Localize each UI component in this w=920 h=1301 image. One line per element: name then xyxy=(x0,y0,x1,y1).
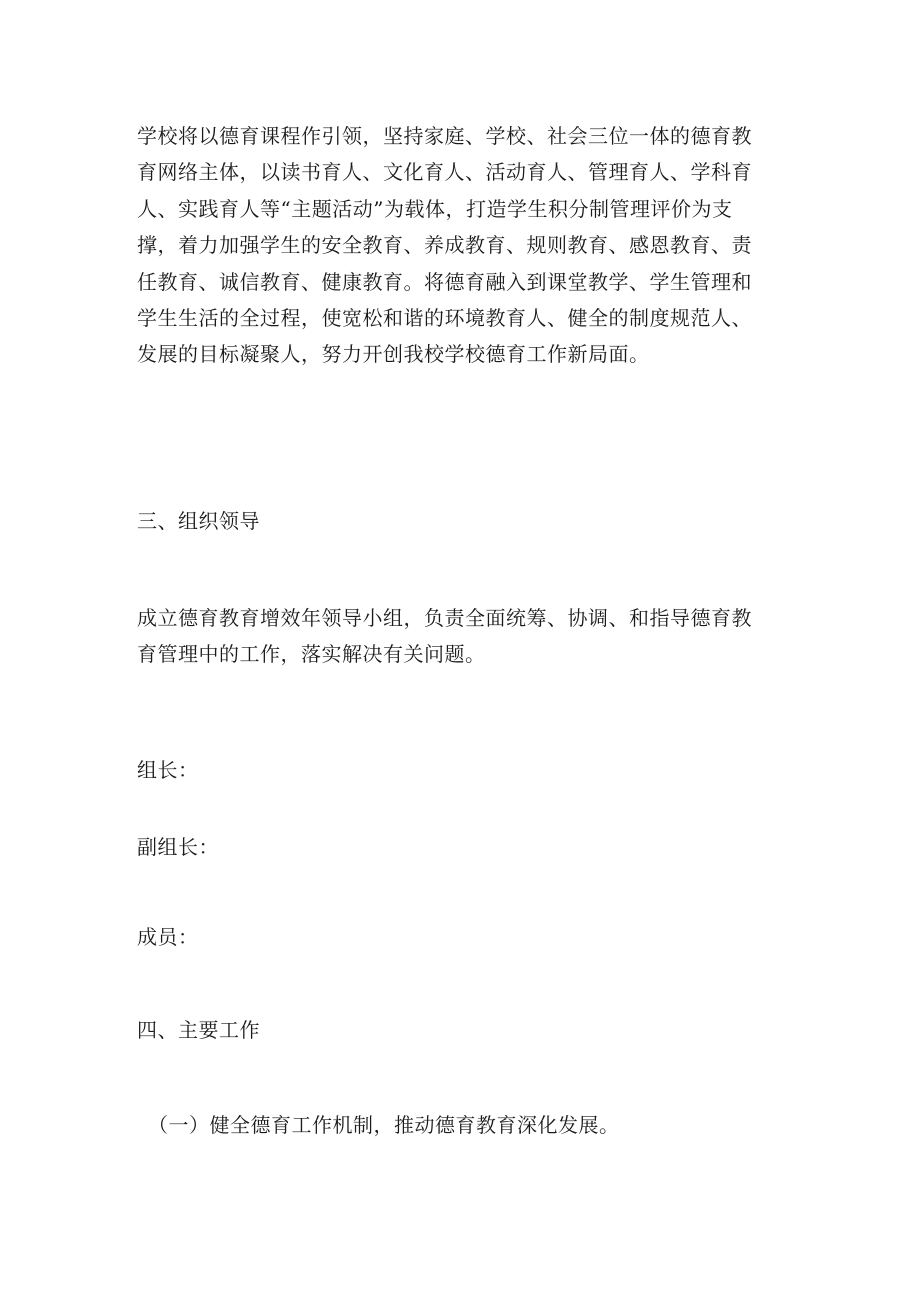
paragraph-line: 学校将以德育课程作引领，坚持家庭、学校、社会三位一体的德育教 xyxy=(137,124,752,148)
subsection-heading: （一）健全德育工作机制，推动德育教育深化发展。 xyxy=(148,1113,620,1137)
members-field xyxy=(137,919,787,955)
paragraph-line: 任教育、诚信教育、健康教育。将德育融入到课堂教学、学生管理和 xyxy=(137,269,752,294)
deputy-leader-label: 副组长： xyxy=(137,835,219,859)
subsection-heading-mechanism xyxy=(148,1107,788,1143)
leader-field xyxy=(137,752,787,788)
paragraph-line: 撑，着力加强学生的安全教育、养成教育、规则教育、感恩教育、责 xyxy=(137,233,752,258)
paragraph-line: 发展的目标凝聚人，努力开创我校学校德育工作新局面。 xyxy=(137,342,650,367)
section-heading-main-work xyxy=(137,1012,787,1048)
members-label: 成员： xyxy=(137,925,199,949)
deputy-leader-field xyxy=(137,829,787,865)
paragraph-line: 学生生活的全过程，使宽松和谐的环境教育人、健全的制度规范人、 xyxy=(137,305,752,330)
section-heading-organization xyxy=(137,503,787,539)
paragraph-line: 人、实践育人等“主题活动”为载体，打造学生积分制管理评价为支 xyxy=(137,196,733,221)
section-heading: 三、组织领导 xyxy=(137,509,260,533)
leader-label: 组长： xyxy=(137,758,199,782)
organization-paragraph xyxy=(137,600,787,673)
paragraph-line: 成立德育教育增效年领导小组，负责全面统筹、协调、和指导德育教 xyxy=(137,606,752,630)
intro-paragraph xyxy=(137,118,787,373)
section-heading: 四、主要工作 xyxy=(137,1018,260,1042)
paragraph-line: 育网络主体，以读书育人、文化育人、活动育人、管理育人、学科育 xyxy=(137,160,752,185)
paragraph-line: 育管理中的工作，落实解决有关问题。 xyxy=(137,642,486,667)
